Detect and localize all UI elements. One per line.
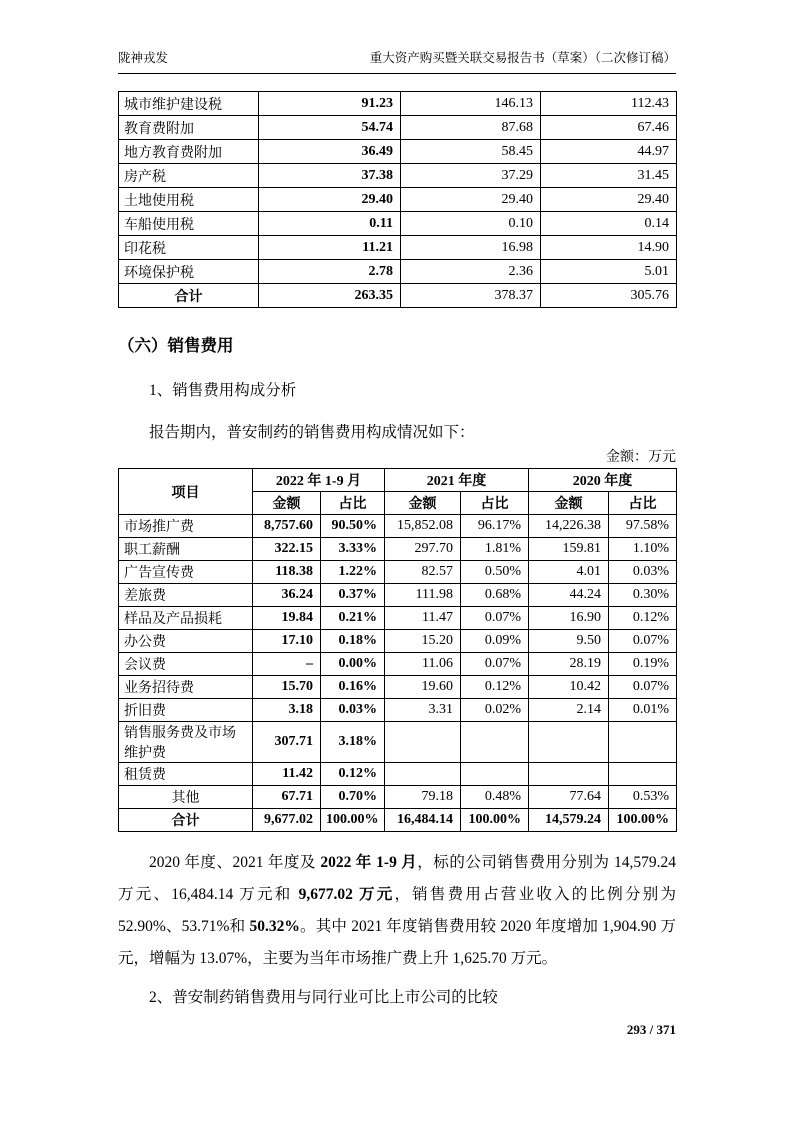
table-cell: 0.10 [401, 212, 541, 236]
table-cell: 4.01 [529, 561, 609, 584]
table-cell: 0.01% [609, 699, 677, 722]
page-number: 293 / 371 [626, 1022, 676, 1037]
table-cell: 297.70 [385, 538, 461, 561]
table-cell: 11.21 [259, 236, 401, 260]
intro-text: 报告期内，普安制药的销售费用构成情况如下： [149, 424, 475, 441]
table-cell: 16.98 [401, 236, 541, 260]
table-cell: 322.15 [253, 538, 321, 561]
table-cell: 79.18 [385, 786, 461, 809]
col-header-ratio-2020: 占比 [609, 492, 677, 515]
table-cell: 14,579.24 [529, 809, 609, 832]
table-cell: 19.84 [253, 607, 321, 630]
table-row [119, 515, 677, 538]
table-cell: 29.40 [401, 188, 541, 212]
table-cell: 37.38 [259, 164, 401, 188]
table-cell: 市场推广费 [119, 515, 253, 538]
table-cell: 0.07% [461, 607, 529, 630]
table-row [119, 722, 677, 763]
table-cell: 36.49 [259, 140, 401, 164]
table-cell: 10.42 [529, 676, 609, 699]
table-cell: 0.03% [609, 561, 677, 584]
table-cell: 15,852.08 [385, 515, 461, 538]
table-cell: 1.81% [461, 538, 529, 561]
col-header-period-2020: 2020 年度 [529, 469, 677, 492]
table-cell: 城市维护建设税 [119, 92, 259, 116]
table-cell: 36.24 [253, 584, 321, 607]
table-row [119, 116, 677, 140]
table-cell: 0.18% [321, 630, 385, 653]
table-cell: 样品及产品损耗 [119, 607, 253, 630]
table-cell: 0.70% [321, 786, 385, 809]
analysis-text: 2020 年度、2021 年度及 [149, 854, 321, 871]
table-cell: 0.07% [609, 676, 677, 699]
table-cell: 11.06 [385, 653, 461, 676]
table-cell: 租赁费 [119, 763, 253, 786]
table-row [119, 212, 677, 236]
table-cell: 5.01 [541, 260, 677, 284]
table-row [119, 653, 677, 676]
table-cell: 9.50 [529, 630, 609, 653]
expense-table [118, 468, 677, 832]
table-cell [385, 763, 461, 786]
col-header-period-2022: 2022 年 1-9 月 [253, 469, 385, 492]
analysis-text-bold: 2022 年 1-9 月 [320, 854, 418, 871]
table-cell: 0.00% [321, 653, 385, 676]
table-cell: 0.02% [461, 699, 529, 722]
table-cell: 0.16% [321, 676, 385, 699]
table-cell: 业务招待费 [119, 676, 253, 699]
table-cell: 0.12% [609, 607, 677, 630]
table-cell: 办公费 [119, 630, 253, 653]
col-header-item: 项目 [119, 469, 253, 515]
table-cell [461, 722, 529, 763]
table-row [119, 607, 677, 630]
table-cell: 3.18% [321, 722, 385, 763]
section-heading: （六）销售费用 [118, 336, 234, 355]
table-cell: 77.64 [529, 786, 609, 809]
table-cell: 15.20 [385, 630, 461, 653]
analysis-text-bold: 9,677.02 万元 [298, 886, 395, 903]
analysis-text: ，标的公司销售费用分别为 14,579.24 万元、16,484.14 万元和 [118, 854, 676, 903]
table-row [119, 538, 677, 561]
table-cell [385, 722, 461, 763]
table-cell: 91.23 [259, 92, 401, 116]
table-cell: 100.00% [461, 809, 529, 832]
table-cell: 3.18 [253, 699, 321, 722]
table-row [119, 763, 677, 786]
table-row [119, 676, 677, 699]
table-cell: 其他 [119, 786, 253, 809]
table-cell: 378.37 [401, 284, 541, 308]
table-cell: 307.71 [253, 722, 321, 763]
table-header-row [119, 469, 677, 492]
table-cell: 2.14 [529, 699, 609, 722]
table-cell: 159.81 [529, 538, 609, 561]
table-row [119, 92, 677, 116]
table-cell: 82.57 [385, 561, 461, 584]
tax-table [118, 91, 677, 308]
table-cell: 印花税 [119, 236, 259, 260]
table-cell [529, 763, 609, 786]
table-cell: 折旧费 [119, 699, 253, 722]
table-cell: 3.31 [385, 699, 461, 722]
table-cell: 2.36 [401, 260, 541, 284]
subheading-1: 1、销售费用构成分析 [149, 382, 297, 399]
table-cell: 0.68% [461, 584, 529, 607]
table-cell: 0.30% [609, 584, 677, 607]
table-cell: 305.76 [541, 284, 677, 308]
col-header-ratio-2021: 占比 [461, 492, 529, 515]
table-cell: 31.45 [541, 164, 677, 188]
table-cell: 0.03% [321, 699, 385, 722]
unit-note: 金额：万元 [606, 450, 676, 465]
table-cell: 263.35 [259, 284, 401, 308]
table-cell: 地方教育费附加 [119, 140, 259, 164]
table-cell: 房产税 [119, 164, 259, 188]
table-row [119, 630, 677, 653]
table-row [119, 561, 677, 584]
expense-table-head [119, 469, 677, 515]
tax-table-body [119, 92, 677, 308]
table-cell: 111.98 [385, 584, 461, 607]
table-cell: 11.47 [385, 607, 461, 630]
table-cell: 0.07% [461, 653, 529, 676]
table-cell: 0.19% [609, 653, 677, 676]
table-cell: 差旅费 [119, 584, 253, 607]
table-cell: 0.12% [461, 676, 529, 699]
expense-table-body [119, 515, 677, 832]
table-cell: 合计 [119, 809, 253, 832]
table-cell: 职工薪酬 [119, 538, 253, 561]
table-cell: 0.14 [541, 212, 677, 236]
table-cell: 146.13 [401, 92, 541, 116]
table-cell: 28.19 [529, 653, 609, 676]
table-cell: 环境保护税 [119, 260, 259, 284]
header-company-name: 陇神戎发 [118, 51, 169, 65]
table-cell: 118.38 [253, 561, 321, 584]
table-cell: 3.33% [321, 538, 385, 561]
table-row [119, 284, 677, 308]
table-row [119, 140, 677, 164]
table-row [119, 786, 677, 809]
table-cell: 广告宣传费 [119, 561, 253, 584]
table-cell: 16.90 [529, 607, 609, 630]
table-cell: 0.09% [461, 630, 529, 653]
table-cell [461, 763, 529, 786]
table-cell: 0.48% [461, 786, 529, 809]
table-cell: 土地使用税 [119, 188, 259, 212]
col-header-ratio-2022: 占比 [321, 492, 385, 515]
table-cell: 8,757.60 [253, 515, 321, 538]
col-header-period-2021: 2021 年度 [385, 469, 529, 492]
table-cell: 2.78 [259, 260, 401, 284]
table-row [119, 236, 677, 260]
analysis-text-bold: 50.32% [249, 918, 300, 935]
table-cell: 11.42 [253, 763, 321, 786]
table-cell: 0.53% [609, 786, 677, 809]
table-cell: 29.40 [259, 188, 401, 212]
table-cell: 58.45 [401, 140, 541, 164]
page-header [118, 48, 676, 74]
table-cell: 17.10 [253, 630, 321, 653]
table-cell [609, 722, 677, 763]
table-cell: 29.40 [541, 188, 677, 212]
table-cell: 车船使用税 [119, 212, 259, 236]
table-cell: 0.21% [321, 607, 385, 630]
table-cell: 14.90 [541, 236, 677, 260]
col-header-amount-2022: 金额 [253, 492, 321, 515]
table-row [119, 699, 677, 722]
header-doc-title: 重大资产购买暨关联交易报告书（草案）（二次修订稿） [369, 51, 676, 65]
table-cell: 37.29 [401, 164, 541, 188]
table-cell: 0.11 [259, 212, 401, 236]
col-header-amount-2020: 金额 [529, 492, 609, 515]
table-cell: 0.50% [461, 561, 529, 584]
table-cell: 96.17% [461, 515, 529, 538]
table-cell [529, 722, 609, 763]
table-cell: 合计 [119, 284, 259, 308]
analysis-paragraph [118, 847, 676, 975]
table-cell: – [253, 653, 321, 676]
table-cell: 19.60 [385, 676, 461, 699]
table-cell: 9,677.02 [253, 809, 321, 832]
table-row [119, 260, 677, 284]
table-cell: 97.58% [609, 515, 677, 538]
table-row [119, 188, 677, 212]
col-header-amount-2021: 金额 [385, 492, 461, 515]
table-row [119, 584, 677, 607]
table-cell: 67.71 [253, 786, 321, 809]
subheading-2: 2、普安制药销售费用与同行业可比上市公司的比较 [149, 989, 498, 1006]
table-cell: 100.00% [321, 809, 385, 832]
table-cell: 销售服务费及市场维护费 [119, 722, 253, 763]
analysis-text: 。其中 2021 年度销售费用较 2020 年度增加 1,904.90 万元，增幅为 13.07%，主要为当年市场推广费上升 1,625.70 万元。 [118, 918, 676, 967]
table-cell: 1.22% [321, 561, 385, 584]
table-cell: 112.43 [541, 92, 677, 116]
table-cell: 0.12% [321, 763, 385, 786]
table-cell: 87.68 [401, 116, 541, 140]
table-cell [609, 763, 677, 786]
table-cell: 0.37% [321, 584, 385, 607]
table-cell: 16,484.14 [385, 809, 461, 832]
table-cell: 会议费 [119, 653, 253, 676]
analysis-text: ，销售费用占营业收入的比例分别为 52.90%、53.71%和 [118, 886, 676, 935]
table-cell: 教育费附加 [119, 116, 259, 140]
table-cell: 15.70 [253, 676, 321, 699]
table-cell: 44.97 [541, 140, 677, 164]
table-cell: 1.10% [609, 538, 677, 561]
table-cell: 54.74 [259, 116, 401, 140]
table-cell: 14,226.38 [529, 515, 609, 538]
table-cell: 90.50% [321, 515, 385, 538]
table-cell: 44.24 [529, 584, 609, 607]
table-cell: 100.00% [609, 809, 677, 832]
table-cell: 0.07% [609, 630, 677, 653]
table-row [119, 164, 677, 188]
table-cell: 67.46 [541, 116, 677, 140]
table-row [119, 809, 677, 832]
